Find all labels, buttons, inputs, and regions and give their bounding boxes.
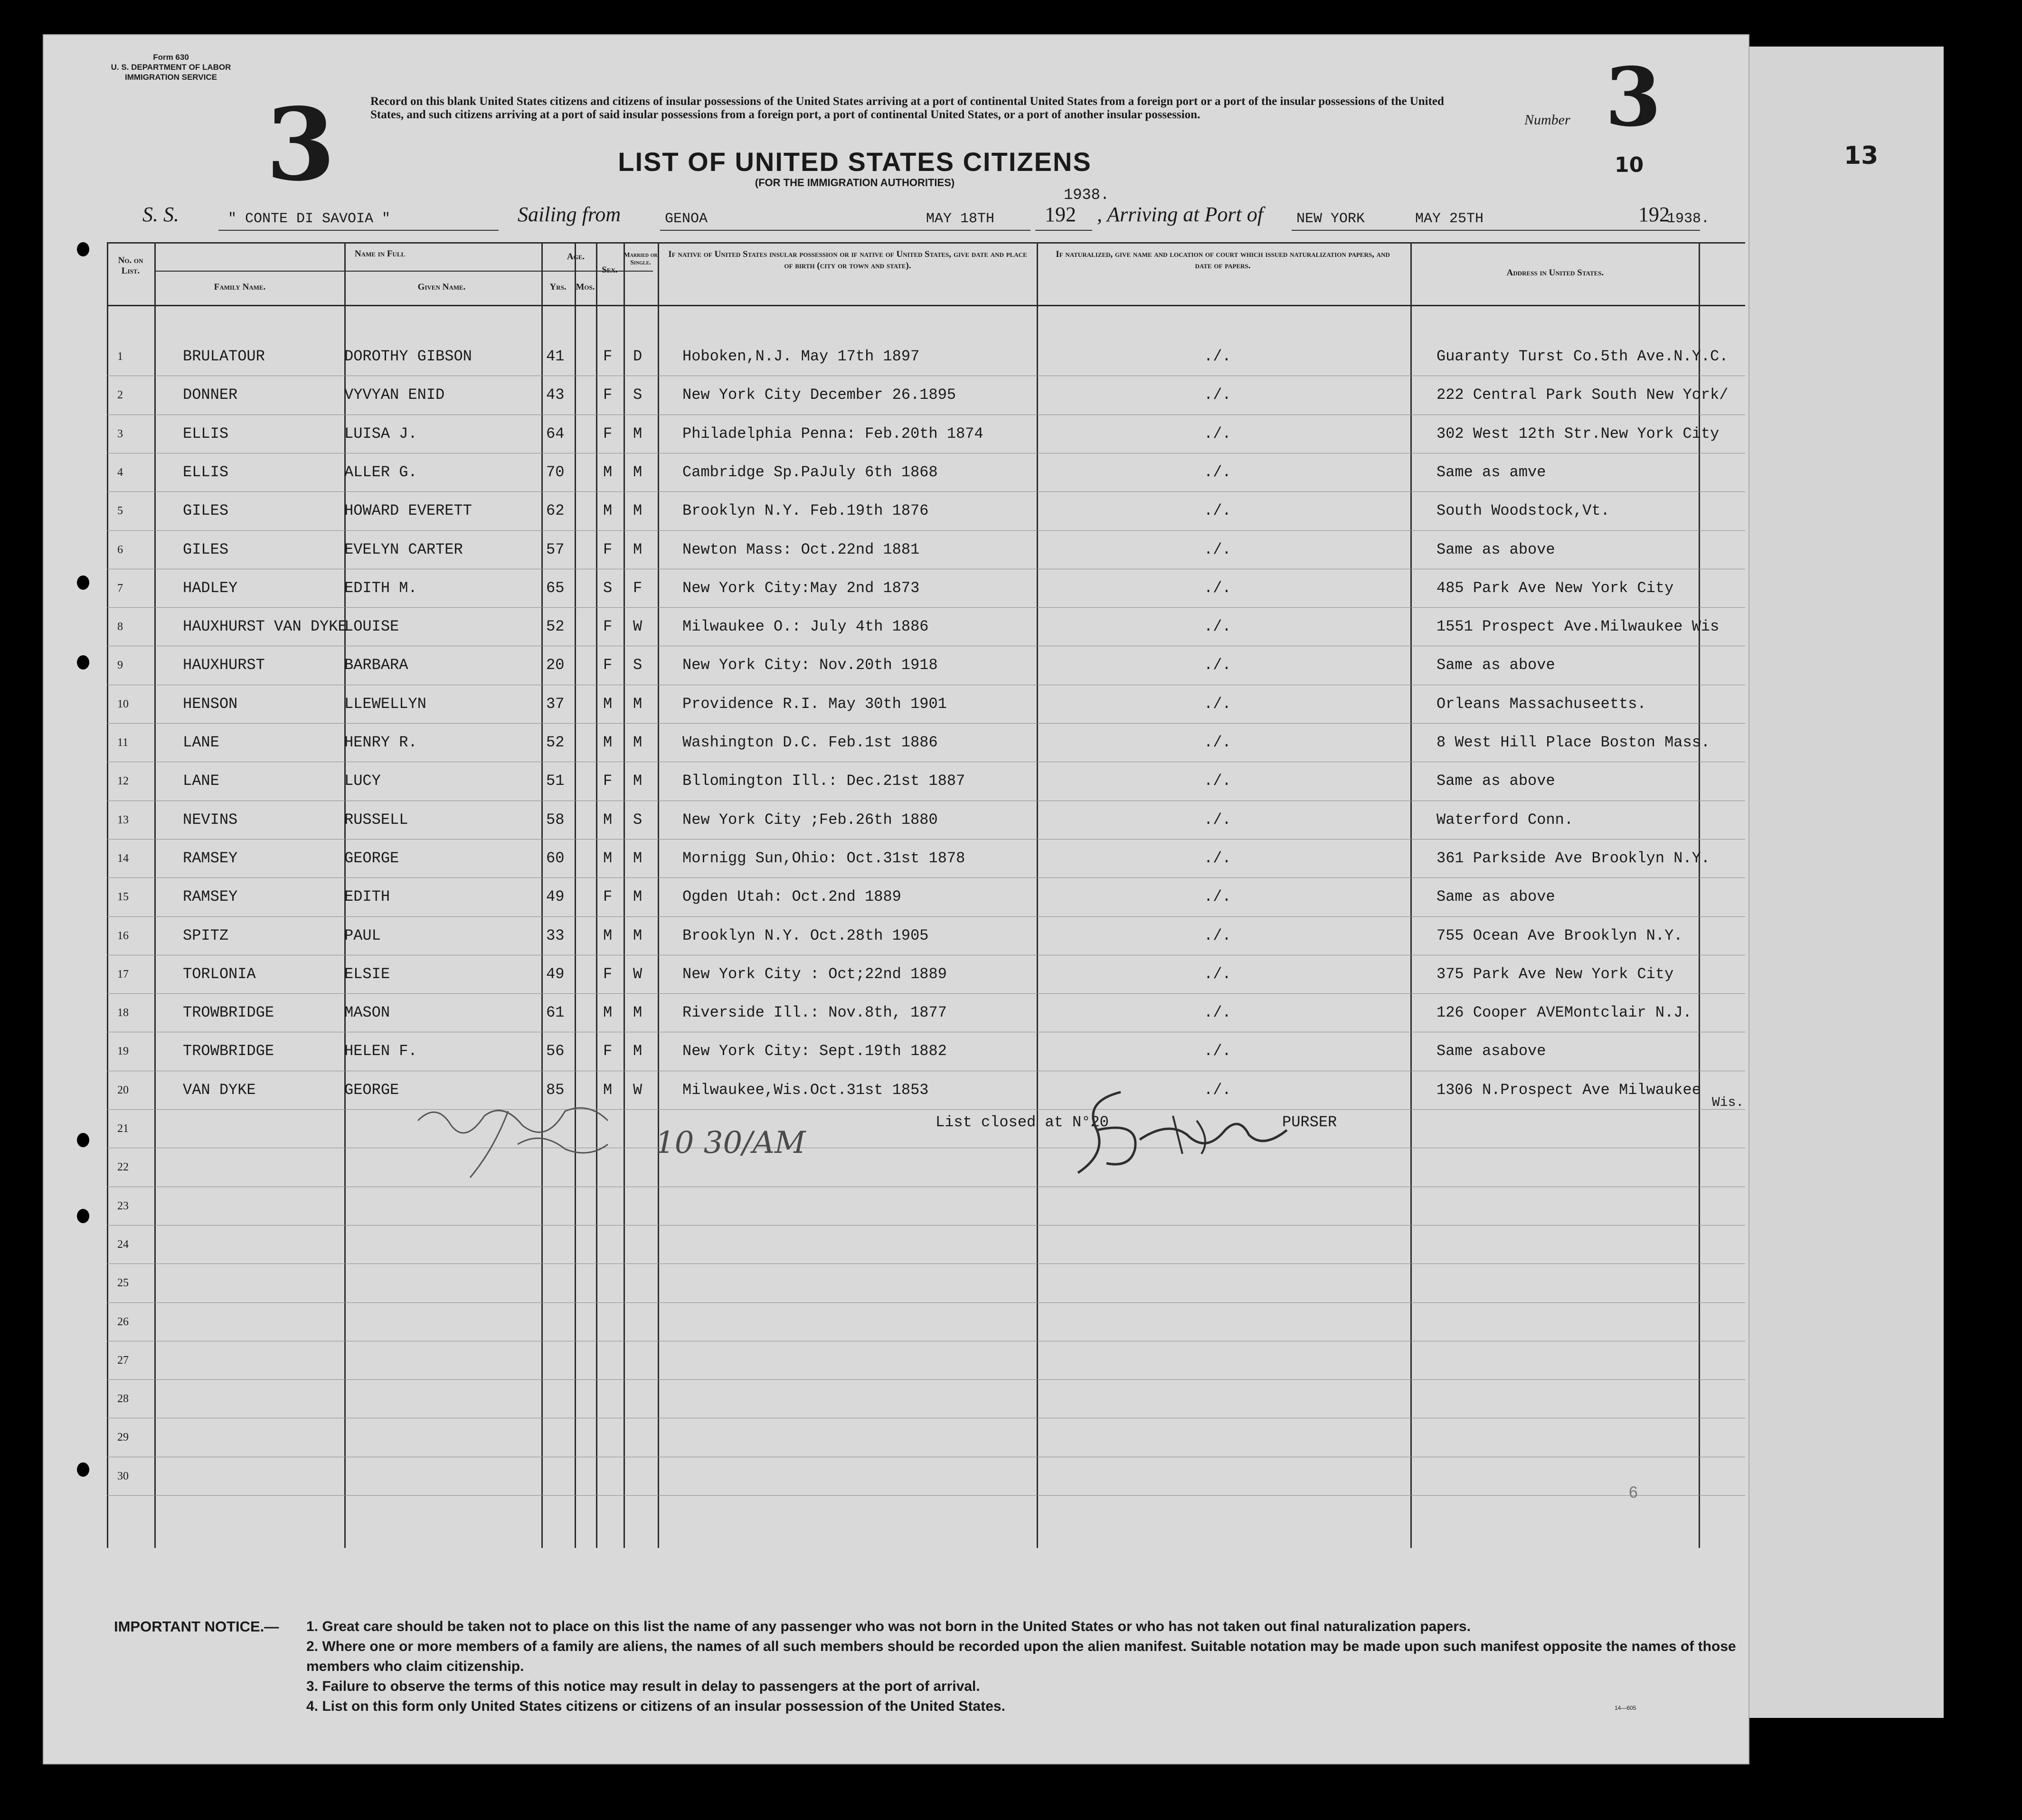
given-name: HOWARD EVERETT [344, 502, 472, 520]
naturalization: ./. [1204, 811, 1231, 829]
birthplace-date: Brooklyn N.Y. Oct.28th 1905 [682, 926, 929, 944]
table-row [107, 607, 1745, 645]
age-years: 51 [546, 772, 565, 790]
row-number: 24 [117, 1238, 129, 1251]
ship-name: " CONTE DI SAVOIA " [228, 211, 391, 227]
table-row [107, 415, 1745, 453]
sex: M [603, 1004, 613, 1022]
address: 361 Parkside Ave Brooklyn N.Y. [1436, 849, 1710, 867]
table-row [107, 955, 1745, 993]
sex: M [603, 695, 613, 713]
given-name: VYVYAN ENID [344, 386, 445, 404]
col-given-name: Given Name. [417, 282, 466, 292]
sex: F [603, 386, 613, 404]
naturalization: ./. [1204, 734, 1231, 751]
naturalization: ./. [1204, 618, 1231, 636]
port-to: NEW YORK [1296, 211, 1365, 227]
sex: M [603, 849, 613, 867]
notice-lead: IMPORTANT NOTICE.— [114, 1618, 279, 1635]
marital-status: M [633, 502, 643, 520]
notice-list [306, 1617, 1755, 1716]
page-subtitle: (FOR THE IMMIGRATION AUTHORITIES) [755, 177, 955, 189]
address-continued: Wis. [1712, 1095, 1744, 1110]
naturalization: ./. [1204, 540, 1231, 558]
sex: S [603, 579, 613, 597]
sex: M [603, 734, 613, 751]
sex: M [603, 502, 613, 520]
naturalization: ./. [1204, 386, 1231, 404]
birthplace-date: Riverside Ill.: Nov.8th, 1877 [682, 1004, 947, 1022]
naturalization: ./. [1204, 348, 1231, 365]
naturalization: ./. [1204, 579, 1231, 597]
table-row [107, 1418, 1745, 1456]
birthplace-date: Cambridge Sp.PaJuly 6th 1868 [682, 463, 938, 481]
birthplace-date: Washington D.C. Feb.1st 1886 [682, 734, 938, 751]
form-number: Form 630 [153, 53, 189, 62]
row-number: 29 [117, 1431, 129, 1444]
form-code: 14—605 [1615, 1705, 1636, 1711]
given-name: EVELYN CARTER [344, 540, 463, 558]
address: 485 Park Ave New York City [1436, 579, 1674, 597]
given-name: GEORGE [344, 849, 399, 867]
given-name: BARBARA [344, 656, 408, 674]
marital-status: D [633, 348, 643, 365]
table-row [107, 685, 1745, 723]
marital-status: W [633, 618, 643, 636]
col-married: Married or Single. [624, 252, 658, 266]
address: Guaranty Turst Co.5th Ave.N.Y.C. [1436, 348, 1729, 365]
naturalization: ./. [1204, 926, 1231, 944]
given-name: RUSSELL [344, 811, 408, 829]
page-title: LIST OF UNITED STATES CITIZENS [618, 147, 1092, 177]
table-row [107, 801, 1745, 839]
naturalization: ./. [1204, 1004, 1231, 1022]
given-name: PAUL [344, 926, 381, 944]
given-name: HELEN F. [344, 1042, 417, 1060]
marital-status: M [633, 772, 643, 790]
marital-status: M [633, 849, 643, 867]
naturalization: ./. [1204, 502, 1231, 520]
birthplace-date: New York City : Oct;22nd 1889 [682, 965, 947, 983]
address: 302 West 12th Str.New York City [1436, 424, 1720, 443]
birthplace-date: Milwaukee O.: July 4th 1886 [682, 618, 929, 636]
family-name: GILES [183, 540, 229, 558]
punch-hole [77, 655, 89, 670]
sex: M [603, 1081, 613, 1099]
marital-status: M [633, 424, 643, 443]
given-name: MASON [344, 1004, 390, 1022]
sex: F [603, 888, 613, 906]
birthplace-date: Hoboken,N.J. May 17th 1897 [682, 348, 920, 365]
table-row [107, 916, 1745, 954]
row-number: 3 [117, 427, 123, 440]
table-row [107, 877, 1745, 915]
table-row [107, 723, 1745, 761]
age-years: 85 [546, 1081, 565, 1099]
table-row [107, 1264, 1745, 1301]
record-note: Record on this blank United States citizens and citizens of insular possessions of the United States arriving at a port of continental United States from a foreign port or a port of the insular possessions of the United States, and such citizens arriving at a port of said insular possessions from a foreign port, a port of continental United States, or a port of another insular possession. [370, 95, 1444, 121]
form-big-number: 3 [266, 86, 336, 203]
sex: F [603, 424, 613, 443]
row-number: 27 [117, 1354, 129, 1367]
table-row [107, 1302, 1745, 1340]
col-mos: Mos. [576, 282, 595, 292]
row-number: 16 [117, 929, 129, 942]
row-number: 26 [117, 1315, 129, 1328]
family-name: RAMSEY [183, 888, 238, 906]
punch-hole [77, 242, 89, 256]
sex: M [603, 811, 613, 829]
sex: M [603, 926, 613, 944]
marital-status: W [633, 965, 643, 983]
table-top-rule [107, 242, 1745, 244]
address: South Woodstock,Vt. [1436, 502, 1610, 520]
birthplace-date: New York City December 26.1895 [682, 386, 956, 404]
address: Same as above [1436, 656, 1555, 674]
family-name: LANE [183, 734, 219, 751]
marital-status: S [633, 656, 643, 674]
address: 8 West Hill Place Boston Mass. [1436, 734, 1710, 751]
row-number: 17 [117, 968, 129, 981]
port-from: GENOA [665, 211, 708, 227]
address: Same asabove [1436, 1042, 1546, 1060]
table-row [107, 1379, 1745, 1417]
family-name: HAUXHURST VAN DYKE [183, 618, 347, 636]
family-name: SPITZ [183, 926, 229, 944]
marital-status: M [633, 1004, 643, 1022]
birthplace-date: Brooklyn N.Y. Feb.19th 1876 [682, 502, 929, 520]
family-name: ELLIS [183, 463, 229, 481]
marital-status: W [633, 1081, 643, 1099]
handwritten-note [408, 1092, 893, 1182]
sex: F [603, 965, 613, 983]
notice-item: 2. Where one or more members of a family are aliens, the names of all such members should be recorded upon the alien manifest. Suitable notation may be made upon such manifest opposite the names of those members who claim citizenship. [306, 1639, 1736, 1674]
arriving-label: , Arriving at Port of [1097, 203, 1263, 226]
table-row [107, 491, 1745, 529]
punch-hole [77, 1209, 89, 1223]
row-number: 4 [117, 466, 123, 479]
family-name: RAMSEY [183, 849, 238, 867]
table-row [107, 839, 1745, 877]
sex: F [603, 1042, 613, 1060]
age-years: 64 [546, 424, 565, 443]
family-name: HAUXHURST [183, 656, 265, 674]
birthplace-date: New York City:May 2nd 1873 [682, 579, 920, 597]
naturalization: ./. [1204, 695, 1231, 713]
address: 1551 Prospect Ave.Milwaukee Wis [1436, 618, 1720, 636]
given-name: ALLER G. [344, 463, 417, 481]
sex: F [603, 348, 613, 365]
col-birth: If native of United States insular possession or if native of United States, give date and place of birth (city or town and state). [668, 249, 1027, 271]
address: 755 Ocean Ave Brooklyn N.Y. [1436, 926, 1683, 944]
table-row [107, 1071, 1745, 1109]
birthplace-date: Bllomington Ill.: Dec.21st 1887 [682, 772, 965, 790]
sex: F [603, 618, 613, 636]
table-row [107, 1109, 1745, 1147]
naturalization: ./. [1204, 772, 1231, 790]
address: Same as above [1436, 772, 1555, 790]
address: Same as amve [1436, 463, 1546, 481]
naturalization: ./. [1204, 424, 1231, 443]
col-no: No. on List. [118, 255, 143, 276]
age-years: 56 [546, 1042, 565, 1060]
row-number: 9 [117, 659, 123, 672]
row-number: 13 [117, 813, 129, 826]
row-number: 8 [117, 621, 123, 633]
col-name-in-full: Name in Full [354, 249, 406, 259]
given-name: LUCY [344, 772, 381, 790]
given-name: DOROTHY GIBSON [344, 348, 472, 365]
punch-hole [77, 575, 89, 590]
family-name: ELLIS [183, 424, 229, 443]
family-name: DONNER [183, 386, 238, 404]
row-number: 22 [117, 1161, 129, 1174]
age-years: 37 [546, 695, 565, 713]
age-years: 52 [546, 618, 565, 636]
header-bottom-rule [107, 305, 1745, 306]
row-number: 2 [117, 389, 123, 402]
address: Orleans Massachuseetts. [1436, 695, 1646, 713]
arrive-date: MAY 25TH [1415, 211, 1484, 227]
birthplace-date: New York City ;Feb.26th 1880 [682, 811, 938, 829]
age-years: 52 [546, 734, 565, 751]
marital-status: S [633, 386, 643, 404]
col-address: Address in United States. [1506, 268, 1604, 278]
table-row [107, 453, 1745, 491]
family-name: TORLONIA [183, 965, 256, 983]
marital-status: M [633, 463, 643, 481]
family-name: TROWBRIDGE [183, 1004, 274, 1022]
given-name: LUISA J. [344, 424, 417, 443]
table-row [107, 1457, 1745, 1495]
sailing-label: Sailing from [518, 203, 621, 226]
row-number: 30 [117, 1470, 129, 1482]
naturalization: ./. [1204, 965, 1231, 983]
marital-status: M [633, 926, 643, 944]
age-years: 65 [546, 579, 565, 597]
row-number: 14 [117, 852, 129, 865]
ss-label: S. S. [142, 203, 179, 226]
sex: F [603, 772, 613, 790]
family-name: BRULATOUR [183, 348, 265, 365]
naturalization: ./. [1204, 656, 1231, 674]
marital-status: M [633, 734, 643, 751]
age-years: 43 [546, 386, 565, 404]
address: Same as above [1436, 540, 1555, 558]
marital-status: M [633, 695, 643, 713]
purser-signature [1064, 1073, 1301, 1187]
notice-item: 1. Great care should be taken not to place on this list the name of any passenger who was not born in the United States or who has not taken out final naturalization papers. [306, 1619, 1471, 1634]
row-number: 1 [117, 350, 123, 363]
stray-mark: 6 [1629, 1483, 1638, 1501]
notice-item: 3. Failure to observe the terms of this notice may result in delay to passengers at the port of arrival. [306, 1679, 980, 1694]
back-sheet [1729, 47, 1944, 1718]
row-number: 18 [117, 1007, 129, 1019]
sail-date: MAY 18TH [926, 211, 995, 227]
row-number: 23 [117, 1199, 129, 1212]
sex: F [603, 540, 613, 558]
punch-hole [77, 1133, 89, 1147]
address: 222 Central Park South New York/ [1436, 386, 1729, 404]
age-years: 33 [546, 926, 565, 944]
birthplace-date: Mornigg Sun,Ohio: Oct.31st 1878 [682, 849, 965, 867]
handwritten-time: 10 30/AM [655, 1125, 806, 1160]
sail-year-typed: 1938. [1064, 186, 1110, 204]
table-row [107, 376, 1745, 414]
given-name: LLEWELLYN [344, 695, 426, 713]
table-row [107, 530, 1745, 568]
notice-item: 4. List on this form only United States citizens or citizens of an insular possession of the United States. [306, 1698, 1005, 1714]
address: Same as above [1436, 888, 1555, 906]
naturalization: ./. [1204, 888, 1231, 906]
sex: F [603, 656, 613, 674]
number-stamp: 3 [1605, 50, 1662, 145]
birthplace-date: New York City: Sept.19th 1882 [682, 1042, 947, 1060]
row-number: 25 [117, 1277, 129, 1290]
form-id [62, 52, 280, 82]
naturalization: ./. [1204, 1042, 1231, 1060]
age-years: 70 [546, 463, 565, 481]
naturalization: ./. [1204, 849, 1231, 867]
birthplace-date: Philadelphia Penna: Feb.20th 1874 [682, 424, 983, 443]
table-row [107, 1341, 1745, 1379]
row-rule [107, 1495, 1745, 1496]
sail-year-print: 192 [1045, 203, 1076, 226]
address: Waterford Conn. [1436, 811, 1574, 829]
birthplace-date: Newton Mass: Oct.22nd 1881 [682, 540, 920, 558]
age-years: 49 [546, 965, 565, 983]
row-number: 15 [117, 891, 129, 904]
family-name: GILES [183, 502, 229, 520]
row-number: 28 [117, 1393, 129, 1405]
col-yrs: Yrs. [549, 282, 567, 292]
table-row [107, 1187, 1745, 1225]
age-years: 62 [546, 502, 565, 520]
birthplace-date: Providence R.I. May 30th 1901 [682, 695, 947, 713]
voyage-line [142, 202, 1719, 231]
age-years: 20 [546, 656, 565, 674]
family-name: HADLEY [183, 579, 238, 597]
family-name: VAN DYKE [183, 1081, 256, 1099]
given-name: HENRY R. [344, 734, 417, 751]
family-name: TROWBRIDGE [183, 1042, 274, 1060]
service: IMMIGRATION SERVICE [125, 73, 217, 82]
given-name: EDITH [344, 888, 390, 906]
col-family-name: Family Name. [214, 282, 266, 292]
age-years: 58 [546, 811, 565, 829]
table-row [107, 646, 1745, 684]
family-name: HENSON [183, 695, 238, 713]
age-years: 41 [546, 348, 565, 365]
table-row [107, 1225, 1745, 1263]
family-name: LANE [183, 772, 219, 790]
birthplace-date: Milwaukee,Wis.Oct.31st 1853 [682, 1081, 929, 1099]
family-name: NEVINS [183, 811, 238, 829]
naturalization: ./. [1204, 1081, 1231, 1099]
marital-status: S [633, 811, 643, 829]
age-years: 61 [546, 1004, 565, 1022]
marital-status: M [633, 540, 643, 558]
purser-label: PURSER [1282, 1113, 1337, 1131]
back-sheet-number: 13 [1844, 141, 1879, 170]
col-naturalized: If naturalized, give name and location of court which issued naturalization papers, and date of papers. [1056, 249, 1390, 271]
given-name: EDITH M. [344, 579, 417, 597]
arrive-year-typed: 1938. [1667, 211, 1710, 227]
row-number: 11 [117, 736, 129, 749]
birthplace-date: New York City: Nov.20th 1918 [682, 656, 938, 674]
naturalization: ./. [1204, 463, 1231, 481]
sex: M [603, 463, 613, 481]
row-number: 21 [117, 1122, 129, 1135]
table-row [107, 1148, 1745, 1186]
table-row [107, 1032, 1745, 1070]
department: U. S. DEPARTMENT OF LABOR [111, 63, 231, 72]
given-name: LOUISE [344, 618, 399, 636]
row-number: 5 [117, 505, 123, 518]
arrive-year-print: 192 [1638, 203, 1670, 226]
address: 126 Cooper AVEMontclair N.J. [1436, 1004, 1692, 1022]
sheet-number: 10 [1615, 153, 1644, 177]
col-sex: Sex. [602, 265, 618, 275]
age-years: 57 [546, 540, 565, 558]
table-row [107, 762, 1745, 800]
birthplace-date: Ogden Utah: Oct.2nd 1889 [682, 888, 901, 906]
row-number: 6 [117, 543, 123, 556]
age-years: 49 [546, 888, 565, 906]
table-row [107, 569, 1745, 607]
given-name: GEORGE [344, 1081, 399, 1099]
row-number: 10 [117, 698, 129, 710]
table-row [107, 993, 1745, 1031]
given-name: ELSIE [344, 965, 390, 983]
age-years: 60 [546, 849, 565, 867]
address: 375 Park Ave New York City [1436, 965, 1674, 983]
address: 1306 N.Prospect Ave Milwaukee [1436, 1081, 1701, 1099]
row-number: 7 [117, 582, 123, 594]
col-age: Age. [567, 252, 585, 262]
row-number: 20 [117, 1084, 129, 1096]
marital-status: M [633, 1042, 643, 1060]
row-number: 12 [117, 775, 129, 788]
number-label: Number [1524, 112, 1570, 128]
marital-status: F [633, 579, 643, 597]
list-closed: List closed at N°20 [935, 1113, 1109, 1131]
punch-hole [77, 1462, 89, 1477]
row-number: 19 [117, 1045, 129, 1058]
table-row [107, 337, 1745, 375]
marital-status: M [633, 888, 643, 906]
